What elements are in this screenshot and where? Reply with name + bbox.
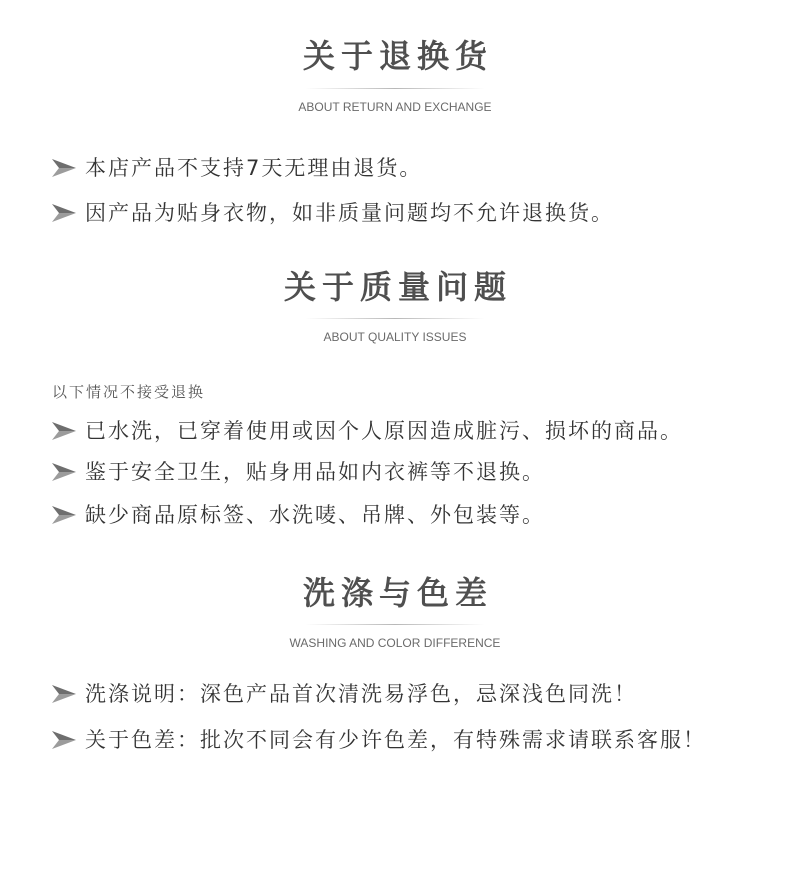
arrow-right-icon xyxy=(52,685,76,703)
section-title-return-exchange: 关于退换货 xyxy=(302,37,493,75)
section-note: 以下情况不接受退换 xyxy=(52,383,206,401)
arrow-right-icon xyxy=(52,422,76,440)
list-item xyxy=(52,154,422,182)
title-divider xyxy=(305,88,485,89)
arrow-right-icon xyxy=(52,204,76,222)
arrow-right-icon xyxy=(52,731,76,749)
section-title-washing-color: 洗涤与色差 xyxy=(302,574,493,612)
list-item-text: 已水洗，已穿着使用或因个人原因造成脏污、损坏的商品。 xyxy=(85,419,683,443)
section-subtitle-washing-color: WASHING AND COLOR DIFFERENCE xyxy=(289,636,501,650)
section-subtitle-quality-issues: ABOUT QUALITY ISSUES xyxy=(323,330,467,344)
section-title-quality-issues: 关于质量问题 xyxy=(283,268,512,306)
list-item-text: 因产品为贴身衣物，如非质量问题均不允许退换货。 xyxy=(85,201,614,225)
section-subtitle-return-exchange: ABOUT RETURN AND EXCHANGE xyxy=(298,100,492,114)
list-item-text: 洗涤说明：深色产品首次清洗易浮色，忌深浅色同洗！ xyxy=(85,682,637,706)
list-item-text: 缺少商品原标签、水洗唛、吊牌、外包装等。 xyxy=(85,503,545,527)
list-item-text: 鉴于安全卫生，贴身用品如内衣裤等不退换。 xyxy=(85,460,545,484)
arrow-right-icon xyxy=(52,159,76,177)
list-item xyxy=(52,417,683,445)
list-item xyxy=(52,726,706,754)
title-divider xyxy=(305,318,485,319)
list-item xyxy=(52,501,545,529)
title-divider xyxy=(305,624,485,625)
list-item-text: 本店产品不支持7天无理由退货。 xyxy=(85,156,423,180)
list-item xyxy=(52,680,637,708)
list-item-text: 关于色差：批次不同会有少许色差，有特殊需求请联系客服！ xyxy=(85,728,706,752)
list-item xyxy=(52,199,614,227)
arrow-right-icon xyxy=(52,506,76,524)
arrow-right-icon xyxy=(52,463,76,481)
list-item xyxy=(52,458,545,486)
